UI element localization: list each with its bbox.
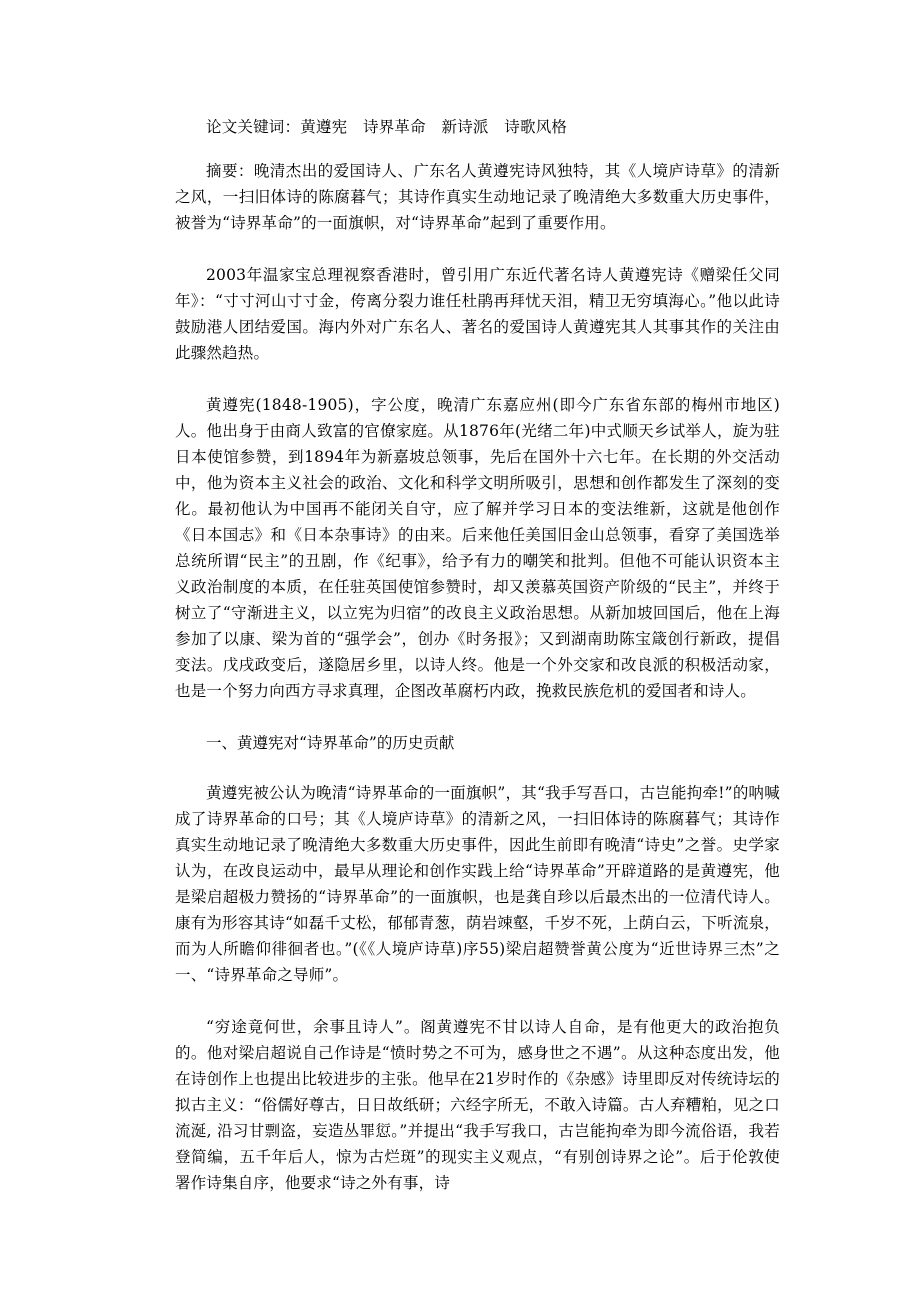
section-paragraph: “穷途竟何世，余事且诗人”。阁黄遵宪不甘以诗人自命，是有他更大的政治抱负的。他对梁启超说自己作诗是“愤时势之不可为，感身世之不遇”。从这种态度出发，他在诗创作上也提出比较进步的主张。他早在21岁时作的《杂感》诗里即反对传统诗坛的拟古主义：“俗儒好尊古，日日故纸研；六经字所无，不敢入诗篇。古人弃糟粕，见之口流涎, 沿习甘剽盗，妄造丛罪愆。”并提出“我手写我口，古岂能拘牵为即今流俗语，我若登简编，五千年后人，惊为古烂斑”的现实主义观点，“有别创诗界之论”。后于伦敦使署作诗集自序，他要求“诗之外有事，诗 bbox=[175, 1018, 780, 1192]
document-body bbox=[175, 114, 780, 1222]
section-heading: 一、黄遵宪对“诗界革命”的历史贡献 bbox=[206, 734, 455, 752]
abstract-paragraph: 摘要：晚清杰出的爱国诗人、广东名人黄遵宪诗风独特，其《人境庐诗草》的清新之风，一扫旧体诗的陈腐暮气；其诗作真实生动地记录了晚清绝大多数重大历史事件，被誉为“诗界革命”的一面旗帜，对“诗界革命”起到了重要作用。 bbox=[175, 162, 780, 232]
keywords-line: 论文关键词：黄遵宪 诗界革命 新诗派 诗歌风格 bbox=[206, 118, 568, 136]
section-paragraph: 黄遵宪被公认为晚清“诗界革命的一面旗帜”，其“我手写吾口，古岂能拘牵!”的呐喊成了诗界革命的口号；其《人境庐诗草》的清新之风，一扫旧体诗的陈腐暮气；其诗作真实生动地记录了晚清绝大多数重大历史事件，因此生前即有晚清“诗史”之誉。史学家认为，在改良运动中，最早从理论和创作实践上给“诗界革命”开辟道路的是黄遵宪，他是梁启超极力赞扬的“诗界革命”的一面旗帜，也是龚自珍以后最杰出的一位清代诗人。康有为形容其诗“如磊千丈松，郁郁青葱，荫岩竦壑，千岁不死，上荫白云，下听流泉，而为人所瞻仰徘徊者也。”(《《人境庐诗草)序55)梁启超赞誉黄公度为“近世诗界三杰”之一、“诗界革命之导师”。 bbox=[175, 784, 780, 984]
intro-paragraph: 2003年温家宝总理视察香港时，曾引用广东近代著名诗人黄遵宪诗《赠梁任父同年》：“寸寸河山寸寸金，侉离分裂力谁任杜鹃再拜忧天泪，精卫无穷填海心。”他以此诗鼓励港人团结爱国。海内外对广东名人、著名的爱国诗人黄遵宪其人其事其作的关注由此骤然趋热。 bbox=[175, 266, 780, 362]
biography-paragraph: 黄遵宪(1848-1905)，字公度，晚清广东嘉应州(即今广东省东部的梅州市地区)人。他出身于由商人致富的官僚家庭。从1876年(光绪二年)中式顺天乡试举人，旋为驻日本使馆参赞，到1894年为新嘉坡总领事，先后在国外十六七年。在长期的外交活动中，他为资本主义社会的政治、文化和科学文明所吸引，思想和创作都发生了深刻的变化。最初他认为中国再不能闭关自守，应了解并学习日本的变法维新，这就是他创作《日本国志》和《日本杂事诗》的由来。后来他任美国旧金山总领事，看穿了美国选举总统所谓“民主”的丑剧，作《纪事》，给予有力的嘲笑和批判。但他不可能认识资本主义政治制度的本质，在任驻英国使馆参赞时，却又羡慕英国资产阶级的“民主”，并终于树立了“守渐进主义，以立宪为归宿”的改良主义政治思想。从新加坡回国后，他在上海参加了以康、梁为首的“强学会”，创办《时务报》；又到湖南助陈宝箴创行新政，提倡变法。戊戌政变后，遂隐居乡里，以诗人终。他是一个外交家和改良派的积极活动家，也是一个努力向西方寻求真理，企图改革腐朽内政，挽救民族危机的爱国者和诗人。 bbox=[175, 396, 780, 700]
